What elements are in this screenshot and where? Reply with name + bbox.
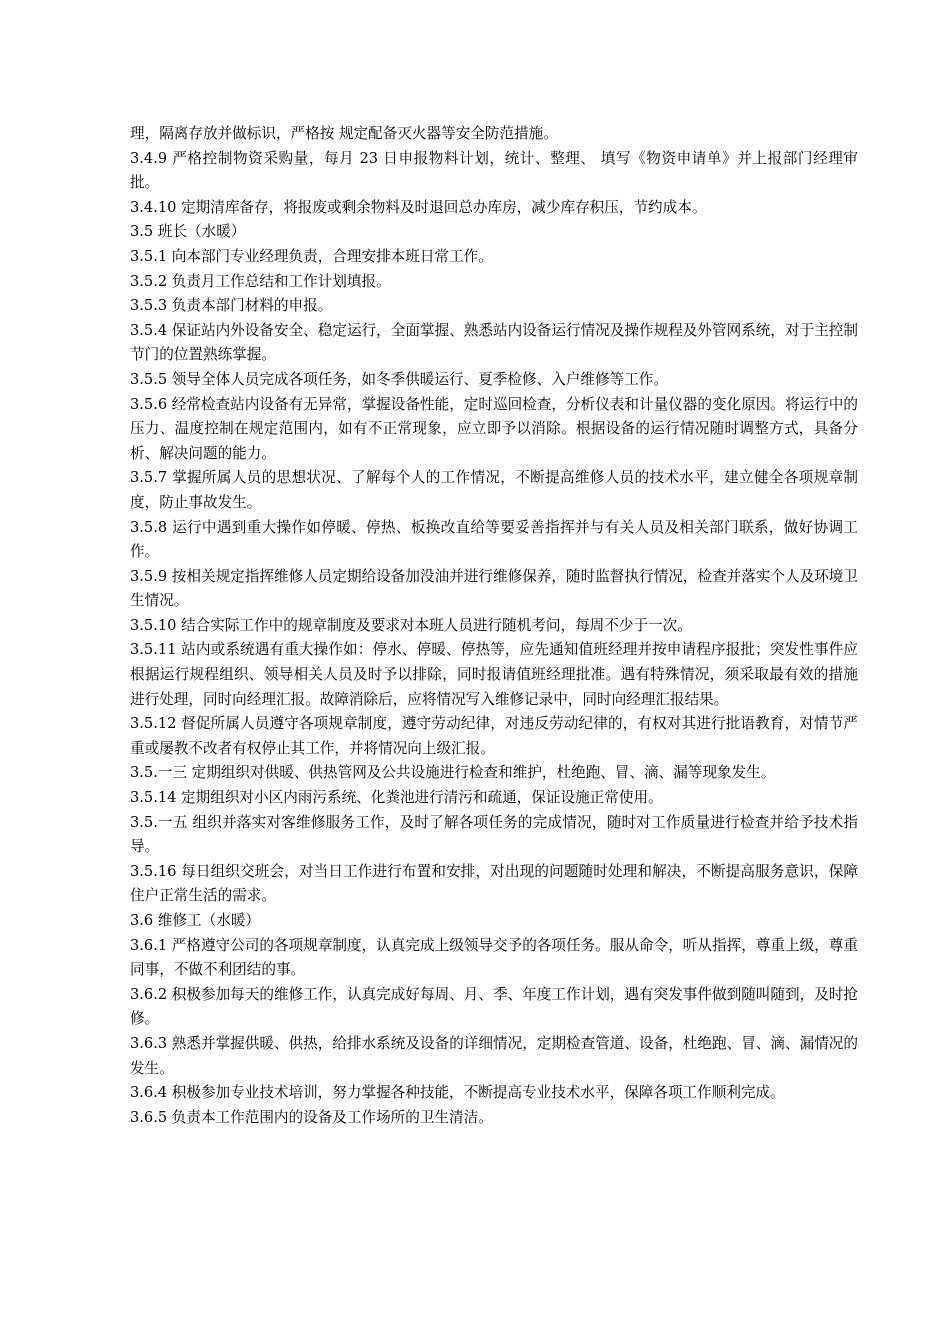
paragraph-3-5-10: 3.5.10 结合实际工作中的规章制度及要求对本班人员进行随机考问，每周不少于一次。: [130, 616, 692, 634]
paragraph-3-6-1: 3.6.1 严格遵守公司的各项规章制度，认真完成上级领导交予的各项任务。服从命令，听从指挥，尊重上级，尊重同事，不做不利团结的事。: [130, 936, 858, 979]
paragraph-3-6-3: 3.6.3 熟悉并掌握供暖、供热，给排水系统及设备的详细情况，定期检查管道、设备，杜绝跑、冒、滴、漏情况的发生。: [130, 1034, 858, 1077]
paragraph-3-4-9: 3.4.9 严格控制物资采购量，每月 23 日申报物料计划，统计、整理、 填写《物资申请单》并上报部门经理审批。: [130, 149, 858, 192]
section-heading-3-6: 3.6 维修工（水暖）: [130, 912, 261, 929]
paragraph-3-5-1: 3.5.1 向本部门专业经理负责，合理安排本班日常工作。: [130, 247, 493, 265]
paragraph-3-5-7: 3.5.7 掌握所属人员的思想状况、了解每个人的工作情况，不断提高维修人员的技术水平，建立健全各项规章制度，防止事故发生。: [130, 469, 858, 511]
paragraph-3-5-9: 3.5.9 按相关规定指挥维修人员定期给设备加没油并进行维修保养，随时监督执行情况，检查并落实个人及环境卫生情况。: [130, 567, 858, 610]
paragraph-3-5-15: 3.5.一五 组织并落实对客维修服务工作，及时了解各项任务的完成情况，随时对工作质量进行检查并给予技术指导。: [130, 813, 858, 856]
paragraph-3-5-16: 3.5.16 每日组织交班会，对当日工作进行布置和安排，对出现的问题随时处理和解决，不断提高服务意识，保障住户正常生活的需求。: [130, 862, 858, 905]
section-heading-3-5: 3.5 班长（水暖）: [130, 223, 246, 241]
paragraph-3-5-2: 3.5.2 负责月工作总结和工作计划填报。: [130, 272, 391, 290]
paragraph-3-5-8: 3.5.8 运行中遇到重大操作如停暖、停热、板换改直给等要妥善指挥并与有关人员及相关部门联系，做好协调工作。: [130, 518, 858, 561]
paragraph-3-5-14: 3.5.14 定期组织对小区内雨污系统、化粪池进行清污和疏通，保证设施正常使用。: [130, 789, 663, 807]
document-body: [130, 122, 858, 1130]
paragraph-3-6-4: 3.6.4 积极参加专业技术培训，努力掌握各种技能，不断提高专业技术水平，保障各项工作顺利完成。: [130, 1084, 785, 1102]
paragraph-0: 理，隔离存放并做标识，严格按 规定配备灭火器等安全防范措施。: [130, 125, 558, 142]
paragraph-3-6-5: 3.6.5 负责本工作范围内的设备及工作场所的卫生清洁。: [130, 1108, 493, 1126]
paragraph-3-5-13: 3.5.一三 定期组织对供暖、供热管网及公共设施进行检查和维护，杜绝跑、冒、滴、漏等现象发生。: [130, 764, 776, 782]
paragraph-3-5-4: 3.5.4 保证站内外设备安全、稳定运行，全面掌握、熟悉站内设备运行情况及操作规程及外管网系统，对于主控制节门的位置熟练掌握。: [130, 321, 858, 364]
paragraph-3-4-10: 3.4.10 定期清库备存，将报废或剩余物料及时退回总办库房，减少库存积压，节约成本。: [130, 198, 707, 216]
paragraph-3-5-5: 3.5.5 领导全体人员完成各项任务，如冬季供暖运行、夏季检修、入户维修等工作。: [130, 370, 668, 388]
paragraph-3-5-6: 3.5.6 经常检查站内设备有无异常，掌握设备性能，定时巡回检查，分析仪表和计量仪器的变化原因。将运行中的压力、温度控制在规定范围内，如有不正常现象，应立即予以消除。根据设备的运行情况随时调整方式，具备分析、解决问题的能力。: [130, 395, 858, 462]
paragraph-3-6-2: 3.6.2 积极参加每天的维修工作，认真完成好每周、月、季、年度工作计划，遇有突发事件做到随叫随到，及时抢修。: [130, 985, 858, 1028]
paragraph-3-5-3: 3.5.3 负责本部门材料的申报。: [130, 297, 333, 315]
paragraph-3-5-12: 3.5.12 督促所属人员遵守各项规章制度，遵守劳动纪律，对违反劳动纪律的，有权对其进行批语教育，对情节严重或屡教不改者有权停止其工作，并将情况向上级汇报。: [130, 715, 858, 757]
paragraph-3-5-11: 3.5.11 站内或系统遇有重大操作如：停水、停暖、停热等，应先通知值班经理并按申请程序报批；突发性事件应根据运行规程组织、领导相关人员及时予以排除，同时报请值班经理批准。遇有特殊情况，须采取最有效的措施进行处理，同时向经理汇报。故障消除后，应将情况写入维修记录中，同时向经理汇报结果。: [130, 641, 858, 708]
